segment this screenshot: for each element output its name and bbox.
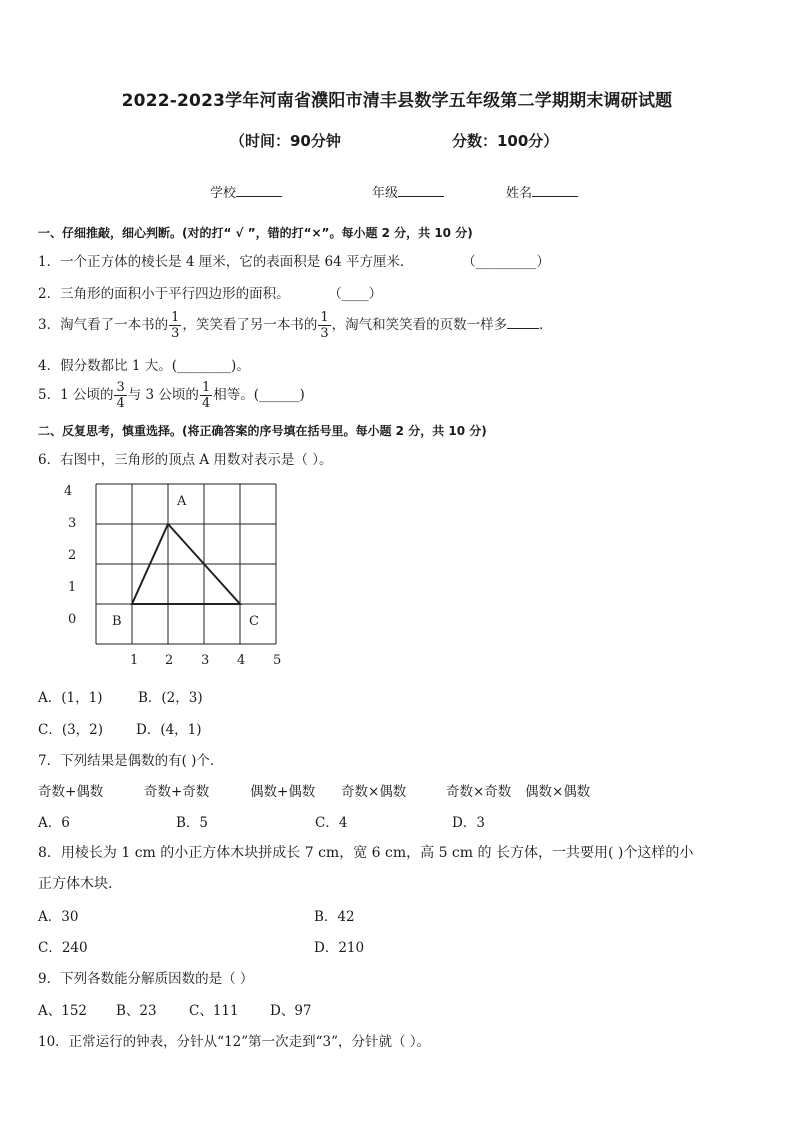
- y-tick-2: 2: [68, 548, 77, 563]
- question-8-line1: 8．用棱长为 1 cm 的小正方体木块拼成长 7 cm，宽 6 cm，高 5 cm 的 长方体，一共要用( )个这样的小: [38, 845, 694, 861]
- vertex-label-c: C: [249, 614, 259, 629]
- grade-field[interactable]: [372, 182, 444, 201]
- x-tick-1: 1: [130, 653, 139, 668]
- section1-heading: 一、仔细推敲，细心判断。(对的打“ √ ”，错的打“×”。每小题 2 分，共 10 分): [38, 226, 473, 240]
- question-10: 10．正常运行的钟表，分针从“12”第一次走到“3”，分针就（ ）。: [38, 1034, 431, 1050]
- q9-option-d[interactable]: D、97: [270, 1003, 312, 1019]
- q6-option-b[interactable]: B．(2，3): [138, 690, 203, 706]
- q7-item-6: 偶数×偶数: [525, 784, 591, 800]
- question-2: [38, 282, 382, 302]
- q7-option-a[interactable]: A．6: [38, 815, 70, 831]
- q5-frac1-num: 3: [116, 380, 125, 395]
- q5-text-a: 5．1 公顷的: [38, 387, 114, 403]
- q3-fraction-2: [318, 310, 330, 341]
- school-field[interactable]: [210, 182, 282, 201]
- q5-text-c: 相等。(______): [213, 387, 305, 403]
- q2-text: 2．三角形的面积小于平行四边形的面积。: [38, 286, 290, 302]
- page-title: 2022-2023学年河南省濮阳市清丰县数学五年级第二学期期末调研试题: [121, 91, 673, 111]
- q3-answer-blank[interactable]: [507, 316, 539, 329]
- school-blank[interactable]: [236, 184, 282, 197]
- q7-option-c[interactable]: C．4: [315, 815, 348, 831]
- q3-frac1-den: 3: [171, 326, 180, 341]
- question-8-line2: 正方体木块.: [38, 876, 113, 892]
- question-3: [38, 310, 553, 341]
- x-tick-3: 3: [201, 653, 210, 668]
- q3-frac2-num: 1: [320, 310, 329, 325]
- q9-option-b[interactable]: B、23: [116, 1003, 157, 1019]
- q5-frac2-num: 1: [201, 380, 211, 395]
- vertex-label-a: A: [177, 494, 187, 509]
- q3-frac2-den: 3: [320, 326, 329, 341]
- q1-answer-paren[interactable]: （_________）: [462, 254, 550, 270]
- q5-text-b: 与 3 公顷的: [127, 387, 199, 403]
- q3-text-d: ．: [539, 317, 553, 333]
- coordinate-grid-figure: [60, 480, 300, 670]
- score-label: 分数：100分）: [452, 132, 559, 150]
- q8-option-b[interactable]: B．42: [314, 909, 355, 925]
- q8-option-c[interactable]: C．240: [38, 940, 88, 956]
- q6-option-c[interactable]: C．(3，2): [38, 722, 104, 738]
- name-blank[interactable]: [532, 184, 578, 197]
- q8-option-d[interactable]: D．210: [314, 940, 365, 956]
- question-5: [38, 380, 305, 411]
- q9-option-a[interactable]: A、152: [38, 1003, 88, 1019]
- q6-option-d[interactable]: D．(4，1): [136, 722, 202, 738]
- x-tick-4: 4: [237, 653, 246, 668]
- question-4: 4．假分数都比 1 大。(________)。: [38, 358, 250, 374]
- q9-option-c[interactable]: C、111: [189, 1003, 239, 1019]
- time-label: （时间：90分钟: [230, 132, 341, 150]
- q8-option-a[interactable]: A．30: [38, 909, 79, 925]
- q7-item-4: 奇数×偶数: [341, 784, 407, 800]
- q3-fraction-1: [169, 310, 181, 341]
- section2-heading: 二、反复思考，慎重选择。(将正确答案的序号填在括号里。每小题 2 分，共 10 分): [38, 424, 487, 438]
- q5-frac1-den: 4: [116, 396, 125, 411]
- q3-text-b: ，笑笑看了另一本书的: [182, 317, 318, 333]
- q5-frac2-den: 4: [201, 396, 211, 411]
- q6-option-a[interactable]: A．(1，1): [38, 690, 103, 706]
- grade-label: 年级: [372, 186, 399, 201]
- q7-option-b[interactable]: B．5: [176, 815, 209, 831]
- name-field[interactable]: [506, 182, 578, 201]
- question-7: 7．下列结果是偶数的有( )个．: [38, 753, 224, 769]
- q3-text-c: ，淘气和笑笑看的页数一样多: [331, 317, 508, 333]
- vertex-label-b: B: [112, 614, 122, 629]
- y-tick-3: 3: [68, 516, 77, 531]
- q1-text: 1．一个正方体的棱长是 4 厘米，它的表面积是 64 平方厘米．: [38, 254, 414, 270]
- name-label: 姓名: [506, 186, 533, 201]
- y-tick-0: 0: [68, 612, 77, 627]
- q2-answer-paren[interactable]: （____）: [328, 286, 383, 302]
- q7-item-1: 奇数+偶数: [38, 784, 104, 800]
- q7-item-5: 奇数×奇数: [446, 784, 512, 800]
- q7-option-d[interactable]: D．3: [452, 815, 485, 831]
- q5-fraction-2: [200, 380, 212, 411]
- q7-item-2: 奇数+奇数: [144, 784, 210, 800]
- y-tick-4: 4: [64, 484, 73, 499]
- question-1: [38, 250, 550, 270]
- q5-fraction-1: [114, 380, 126, 411]
- q7-item-3: 偶数+偶数: [250, 784, 316, 800]
- school-label: 学校: [210, 186, 237, 201]
- x-tick-5: 5: [273, 653, 282, 668]
- q3-frac1-num: 1: [171, 310, 180, 325]
- y-tick-1: 1: [68, 580, 77, 595]
- question-6: 6．右图中，三角形的顶点 A 用数对表示是（ ）。: [38, 452, 333, 468]
- x-tick-2: 2: [165, 653, 174, 668]
- q3-text-a: 3．淘气看了一本书的: [38, 317, 169, 333]
- question-9: 9．下列各数能分解质因数的是（ ）: [38, 971, 254, 987]
- grade-blank[interactable]: [398, 184, 444, 197]
